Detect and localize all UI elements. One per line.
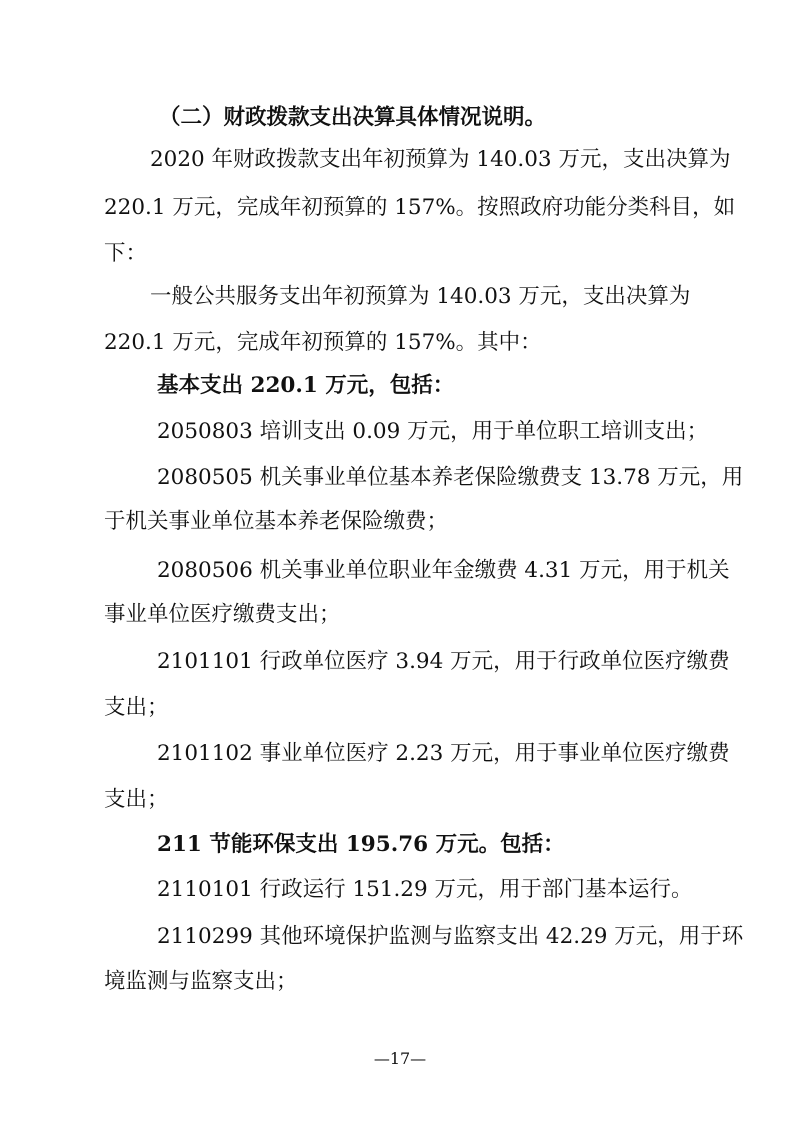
item-line: 支出； — [104, 787, 169, 812]
item-line: 支出； — [104, 695, 169, 720]
item-line: 2080505 机关事业单位基本养老保险缴费支 13.78 万元，用 — [157, 465, 744, 490]
page-number: —17— — [373, 1049, 427, 1068]
section-heading: （二）财政拨款支出决算具体情况说明。 — [159, 105, 547, 130]
item-line: 事业单位医疗缴费支出； — [104, 602, 341, 627]
item-line: 2050803 培训支出 0.09 万元，用于单位职工培训支出； — [157, 419, 709, 444]
item-line: 于机关事业单位基本养老保险缴费； — [104, 509, 449, 534]
paragraph-line: 一般公共服务支出年初预算为 140.03 万元，支出决算为 — [150, 284, 691, 309]
item-line: 2110299 其他环境保护监测与监察支出 42.29 万元，用于环 — [157, 924, 744, 949]
subheading-energy-environment: 211 节能环保支出 195.76 万元。包括： — [157, 832, 565, 857]
paragraph-line: 220.1 万元，完成年初预算的 157%。按照政府功能分类科目，如 — [104, 195, 736, 220]
paragraph-line: 220.1 万元，完成年初预算的 157%。其中： — [104, 330, 542, 355]
item-line: 境监测与监察支出； — [104, 969, 298, 994]
item-line: 2101102 事业单位医疗 2.23 万元，用于事业单位医疗缴费 — [157, 741, 730, 766]
item-line: 2080506 机关事业单位职业年金缴费 4.31 万元，用于机关 — [157, 558, 730, 583]
item-line: 2101101 行政单位医疗 3.94 万元，用于行政单位医疗缴费 — [157, 649, 730, 674]
subheading-basic-expenditure: 基本支出 220.1 万元，包括： — [157, 373, 455, 398]
item-line: 2110101 行政运行 151.29 万元，用于部门基本运行。 — [157, 877, 693, 902]
paragraph-line: 2020 年财政拨款支出年初预算为 140.03 万元，支出决算为 — [150, 147, 731, 172]
paragraph-line: 下： — [104, 241, 148, 266]
